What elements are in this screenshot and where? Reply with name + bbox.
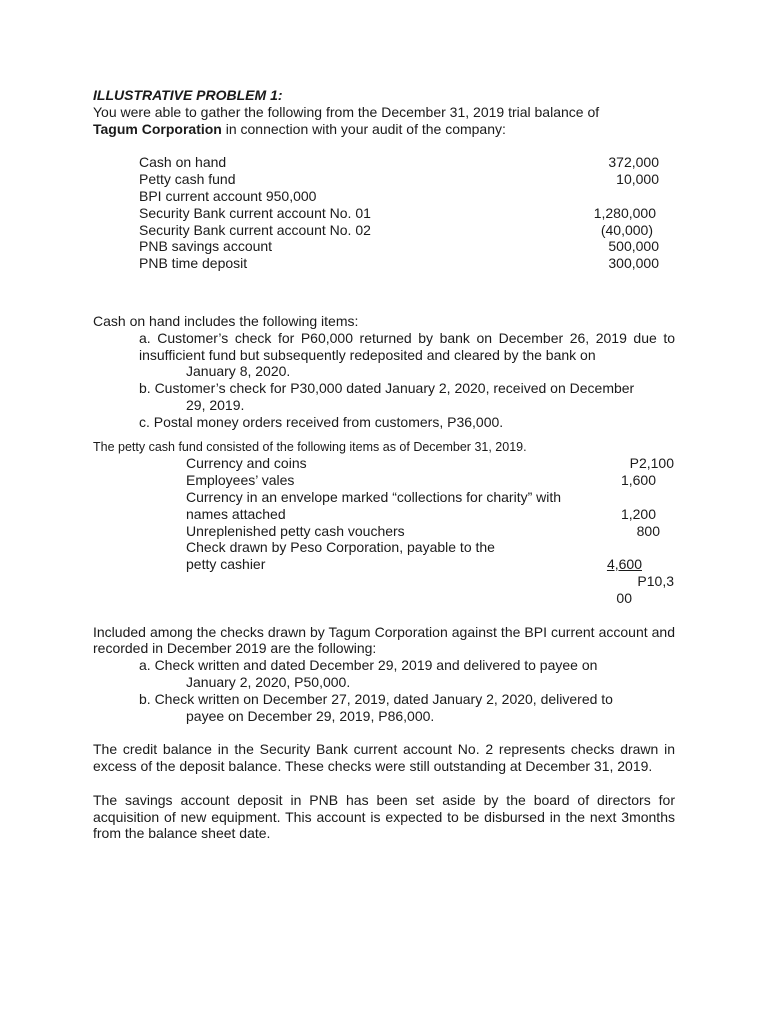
pnb-note: The savings account deposit in PNB has been set aside by the board of directors for acquisition of new equipment. This account is expected to be disbursed in the next 3months from the balance sheet date. xyxy=(93,791,675,842)
item-label: Currency and coins xyxy=(186,455,307,472)
account-label: Cash on hand xyxy=(139,154,227,171)
petty-cash-row xyxy=(186,455,674,472)
trial-balance-list xyxy=(139,154,659,272)
trial-balance-row xyxy=(139,171,659,188)
account-amount: 500,000 xyxy=(608,238,659,255)
trial-balance-row xyxy=(139,154,659,171)
item-label: names attached xyxy=(186,505,286,522)
petty-cash-row xyxy=(186,539,674,556)
intro-text: You were able to gather the following from the December 31, 2019 trial balance of xyxy=(93,103,600,120)
item-a-continued: January 8, 2020. xyxy=(186,363,291,380)
section-heading: The petty cash fund consisted of the following items as of December 31, 2019. xyxy=(93,439,527,454)
account-label: Security Bank current account No. 02 xyxy=(139,221,371,238)
intro-paragraph xyxy=(93,104,675,138)
company-name: Tagum Corporation xyxy=(93,120,222,137)
account-amount: 300,000 xyxy=(608,255,659,272)
section-heading: Cash on hand includes the following items: xyxy=(93,312,359,329)
item-amount: 4,600 xyxy=(606,556,642,573)
account-amount: (40,000) xyxy=(600,221,653,238)
item-label: petty cashier xyxy=(186,556,266,573)
account-label: BPI current account 950,000 xyxy=(139,187,317,204)
account-amount: 1,280,000 xyxy=(593,204,656,221)
item-label: Employees’ vales xyxy=(186,472,295,489)
document-page xyxy=(93,87,675,842)
problem-title: ILLUSTRATIVE PROBLEM 1: xyxy=(93,87,283,103)
item-b-continued: 29, 2019. xyxy=(186,396,245,413)
item-b: b. Customer’s check for P30,000 dated January 2, 2020, received on December xyxy=(139,380,635,397)
check-a: a. Check written and dated December 29, 2019 and delivered to payee on xyxy=(139,657,598,674)
petty-cash-row xyxy=(186,556,674,573)
petty-cash-row xyxy=(186,523,674,540)
petty-cash-row xyxy=(186,506,674,523)
trial-balance-row xyxy=(139,255,659,272)
trial-balance-row xyxy=(139,238,659,255)
petty-cash-list xyxy=(186,455,674,606)
petty-cash-total-row xyxy=(186,590,674,607)
item-amount: 1,600 xyxy=(620,472,656,489)
check-b-continued: payee on December 29, 2019, P86,000. xyxy=(186,707,435,724)
account-label: PNB time deposit xyxy=(139,255,248,272)
total-amount: P10,3 xyxy=(637,572,674,589)
item-amount: 1,200 xyxy=(620,505,656,522)
account-amount: 10,000 xyxy=(616,171,659,188)
item-label: Currency in an envelope marked “collections for charity” with xyxy=(186,488,562,505)
total-amount-continued: 00 xyxy=(616,589,632,606)
item-c: c. Postal money orders received from customers, P36,000. xyxy=(139,413,504,430)
item-label: Check drawn by Peso Corporation, payable to the xyxy=(186,539,495,556)
account-label: Petty cash fund xyxy=(139,171,236,188)
item-label: Unreplenished petty cash vouchers xyxy=(186,522,405,539)
trial-balance-row xyxy=(139,205,659,222)
cash-on-hand-section xyxy=(93,313,675,431)
item-amount: P2,100 xyxy=(629,455,674,472)
item-amount xyxy=(614,489,674,506)
bpi-checks-section xyxy=(93,624,675,725)
security-bank-note: The credit balance in the Security Bank current account No. 2 represents checks drawn in excess of the deposit balance. These checks were still outstanding at December 31, 2019. xyxy=(93,741,675,775)
account-amount: 372,000 xyxy=(608,154,659,171)
trial-balance-row xyxy=(139,222,659,239)
item-amount: 800 xyxy=(636,522,660,539)
intro-text-end: in connection with your audit of the company: xyxy=(221,120,506,137)
account-label: Security Bank current account No. 01 xyxy=(139,204,371,221)
account-label: PNB savings account xyxy=(139,238,273,255)
petty-cash-row xyxy=(186,472,674,489)
petty-cash-total-row xyxy=(186,573,674,590)
petty-cash-section xyxy=(93,439,675,607)
trial-balance-row xyxy=(139,188,659,205)
check-b: b. Check written on December 27, 2019, dated January 2, 2020, delivered to xyxy=(139,690,613,707)
check-a-continued: January 2, 2020, P50,000. xyxy=(186,673,351,690)
petty-cash-row xyxy=(186,489,674,506)
section-heading: Included among the checks drawn by Tagum Corporation against the BPI current account and recorded in December 2019 are the following: xyxy=(93,623,675,657)
item-a: a. Customer’s check for P60,000 returned by bank on December 26, 2019 due to insufficient fund but subsequently redeposited and cleared by the bank on xyxy=(139,329,675,363)
item-amount xyxy=(614,539,674,556)
